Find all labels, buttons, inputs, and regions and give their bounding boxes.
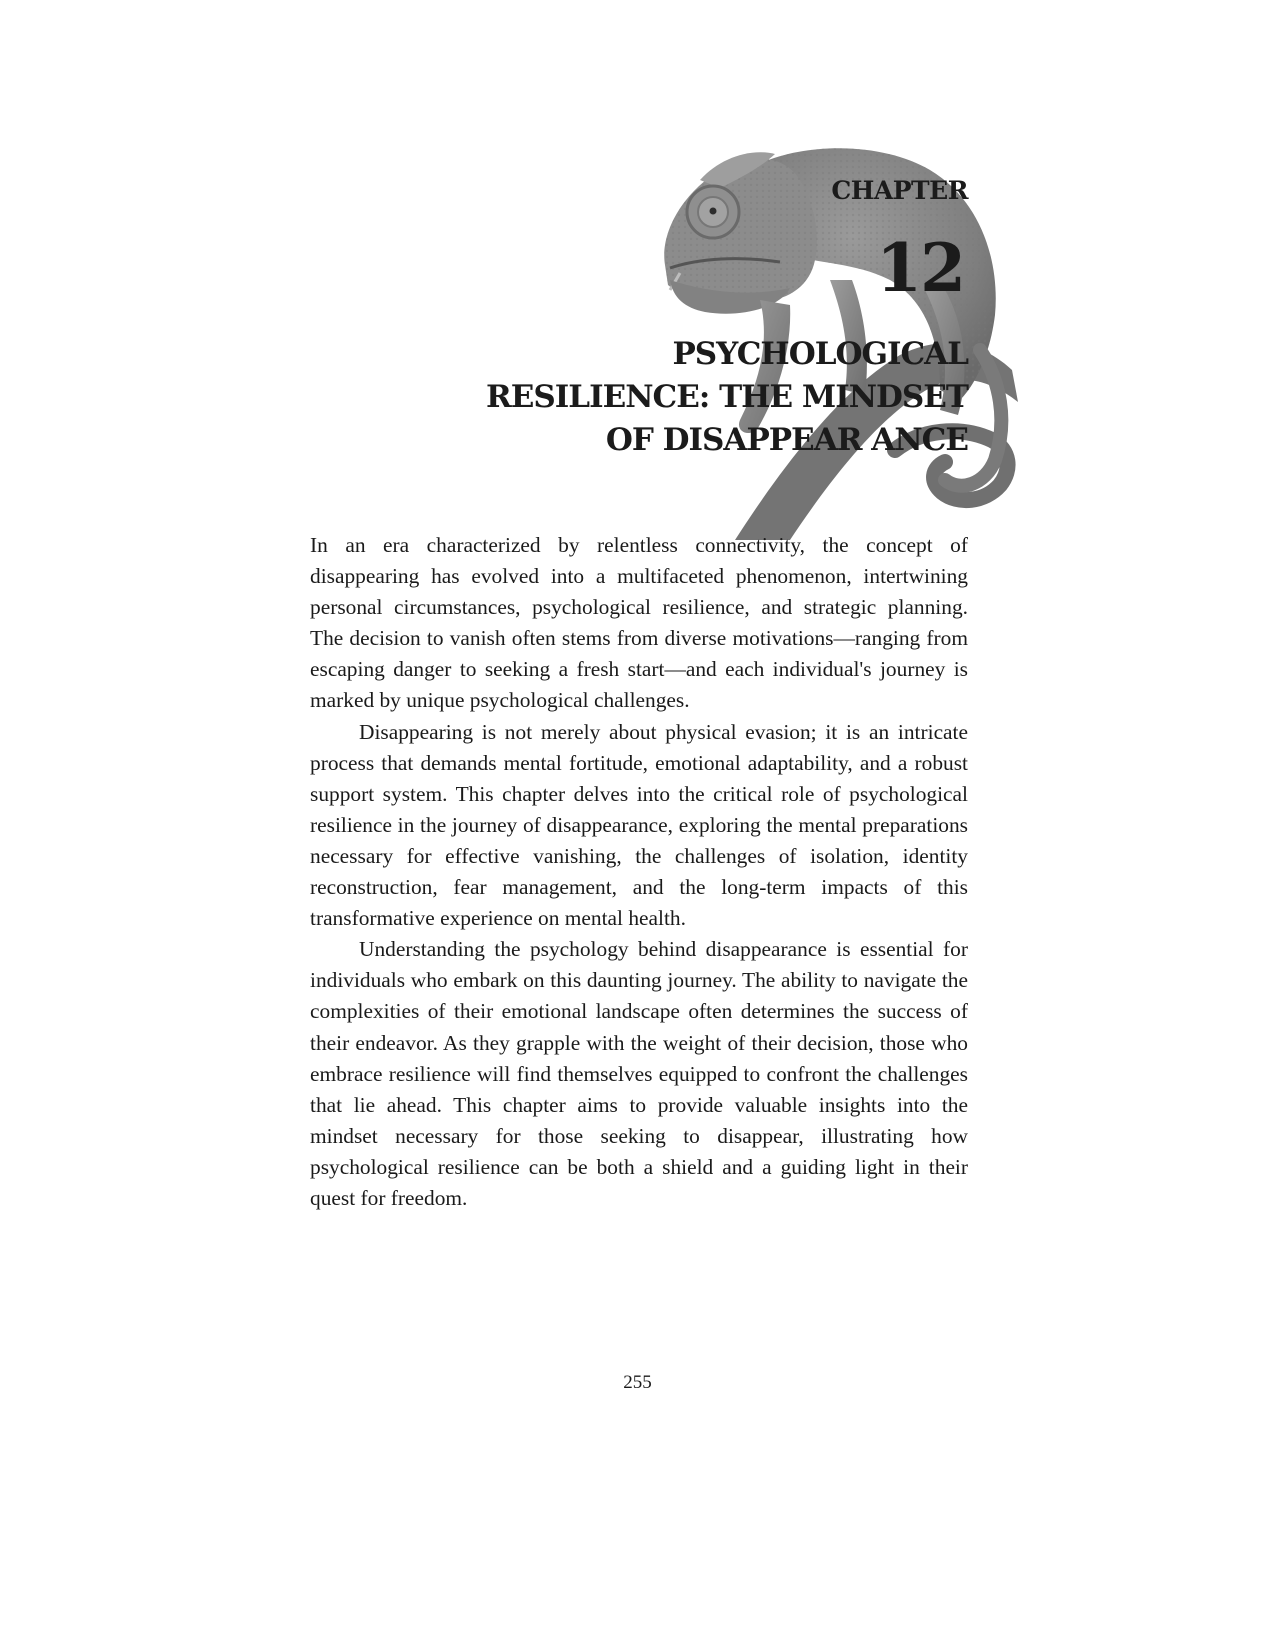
- paragraph-1: In an era characterized by relentless connectivity, the concept of disappearing has evolved into a multifaceted phenomenon, intertwining personal circumstances, psychological resilience, and strategic planning. The decision to vanish often stems from diverse motivations—ranging from escaping danger to seeking a fresh start—and each individual's journey is marked by unique psychological challenges.: [310, 533, 968, 713]
- chapter-title-line-3: OF DISAPPEAR ANCE: [605, 422, 968, 458]
- paragraph-2: Disappearing is not merely about physical evasion; it is an intricate process that demands mental fortitude, emotional adaptability, and a robust support system. This chapter delves into the critical role of psychological resilience in the journey of disappearance, exploring the mental preparations necessary for effective vanishing, the challenges of isolation, identity reconstruction, fear management, and the long-term impacts of this transformative experience on mental health.: [310, 719, 968, 931]
- chapter-title-line-1: PSYCHOLOGICAL: [672, 336, 968, 372]
- chapter-title-line-2: RESILIENCE: THE MINDSET: [486, 379, 968, 415]
- page-number: 255: [623, 1372, 652, 1393]
- chapter-body: [310, 530, 968, 1214]
- chapter-number: 12: [876, 229, 964, 307]
- paragraph-3: Understanding the psychology behind disappearance is essential for individuals who embark on this daunting journey. The ability to navigate the complexities of their emotional landscape often determines the success of their endeavor. As they grapple with the weight of their decision, those who embrace resilience will find themselves equipped to confront the challenges that lie ahead. This chapter aims to provide valuable insights into the mindset necessary for those seeking to disappear, illustrating how psychological resilience can be both a shield and a guiding light in their quest for freedom.: [310, 937, 968, 1210]
- chapter-label: CHAPTER: [831, 176, 968, 205]
- chapter-title: [408, 333, 968, 462]
